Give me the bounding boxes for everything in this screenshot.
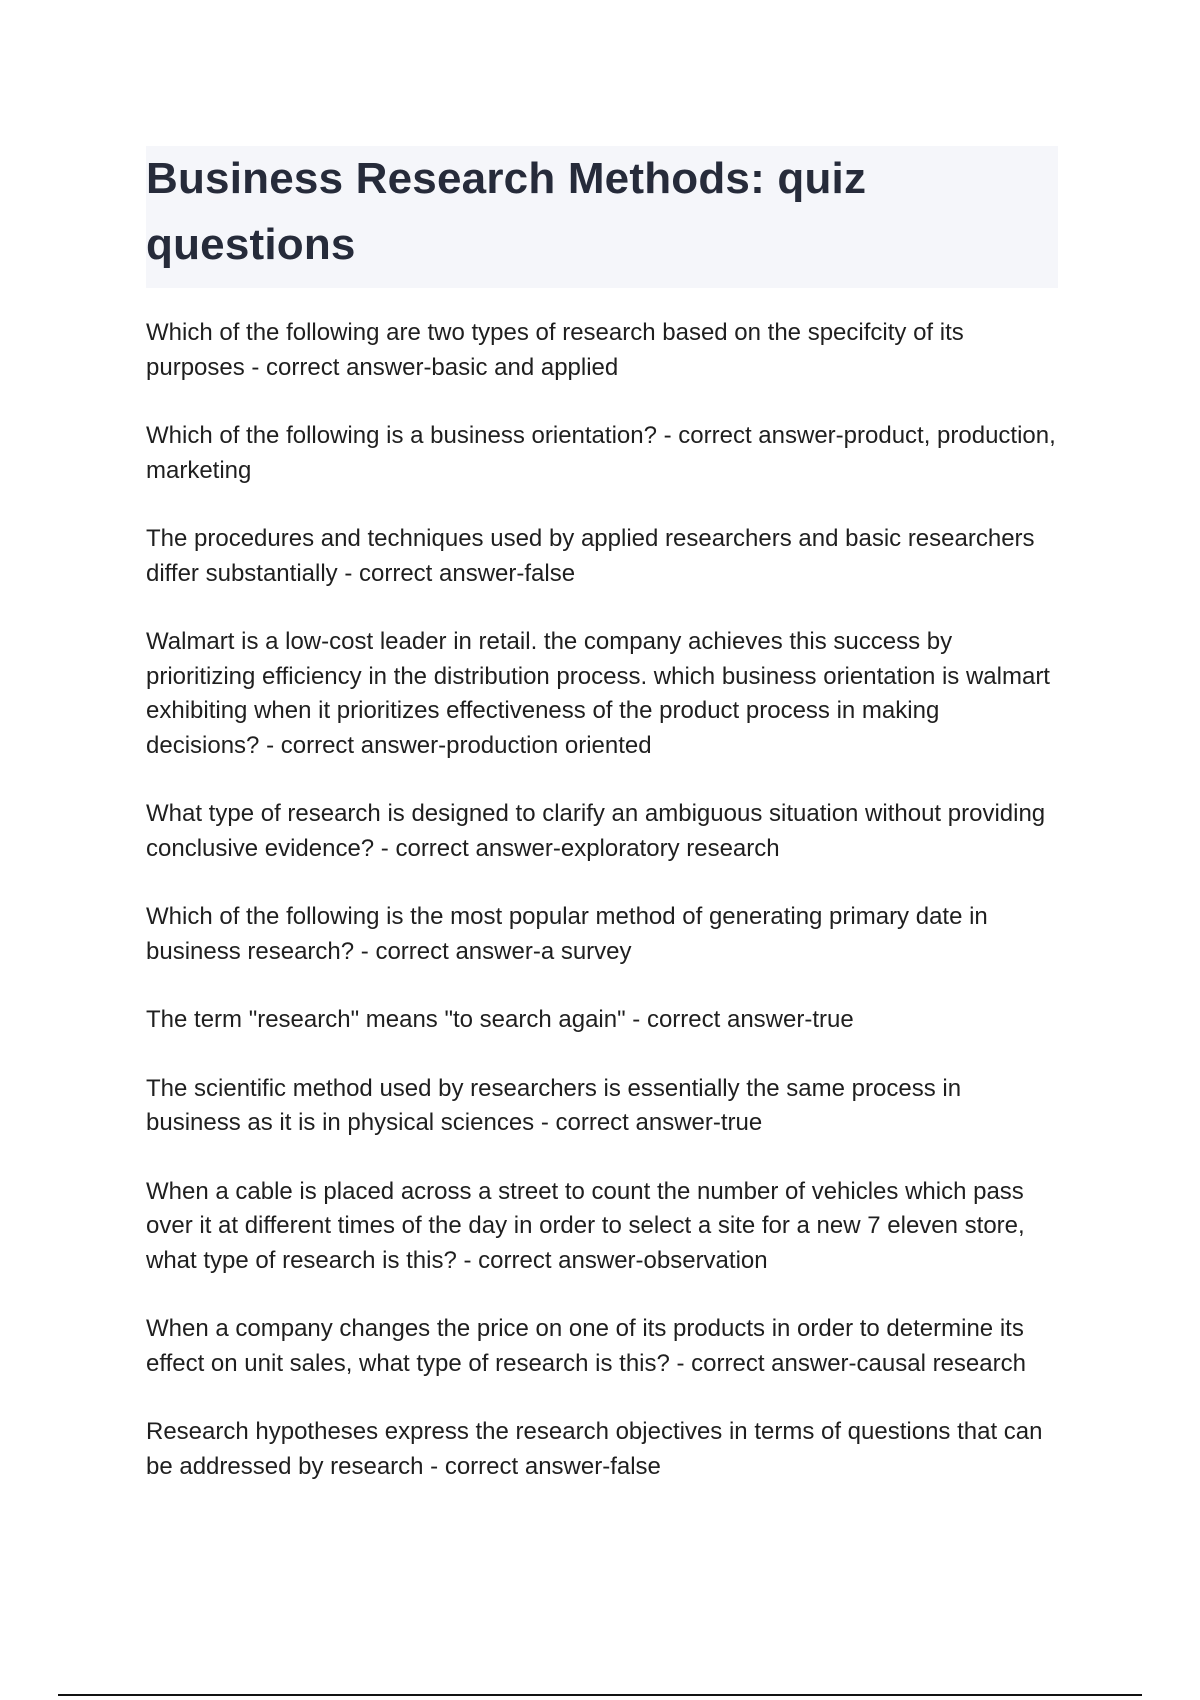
qa-item: The term "research" means "to search again" - correct answer-true xyxy=(146,1006,854,1033)
title-block xyxy=(146,146,1058,288)
qa-item: What type of research is designed to clarify an ambiguous situation without providing conclusive evidence? - correct answer-exploratory research xyxy=(146,800,1046,862)
qa-item: Which of the following is a business orientation? - correct answer-product, production, marketing xyxy=(146,422,1056,484)
footer-divider xyxy=(58,1694,1142,1696)
page-title: Business Research Methods: quiz questions xyxy=(146,154,867,269)
qa-item: When a cable is placed across a street to count the number of vehicles which pass over it at different times of the day in order to select a site for a new 7 eleven store, what type of research is this? - correct answer-observation xyxy=(146,1177,1025,1274)
qa-item: Which of the following is the most popular method of generating primary date in business research? - correct answer-a survey xyxy=(146,903,988,965)
qa-item: When a company changes the price on one of its products in order to determine its effect on unit sales, what type of research is this? - correct answer-causal research xyxy=(146,1315,1026,1377)
qa-list xyxy=(146,316,1058,1484)
qa-item: Research hypotheses express the research objectives in terms of questions that can be addressed by research - correct answer-false xyxy=(146,1418,1043,1480)
qa-item: The scientific method used by researchers is essentially the same process in business as it is in physical sciences - correct answer-true xyxy=(146,1074,962,1136)
document-page xyxy=(146,146,1058,1518)
qa-item: Walmart is a low-cost leader in retail. the company achieves this success by prioritizing efficiency in the distribution process. which business orientation is walmart exhibiting when it prioritizes effectiveness of the product process in making decisions? - correct answer-production oriented xyxy=(146,628,1050,759)
qa-item: The procedures and techniques used by applied researchers and basic researchers differ substantially - correct answer-false xyxy=(146,525,1035,587)
qa-item: Which of the following are two types of research based on the specifcity of its purposes - correct answer-basic and applied xyxy=(146,319,964,381)
